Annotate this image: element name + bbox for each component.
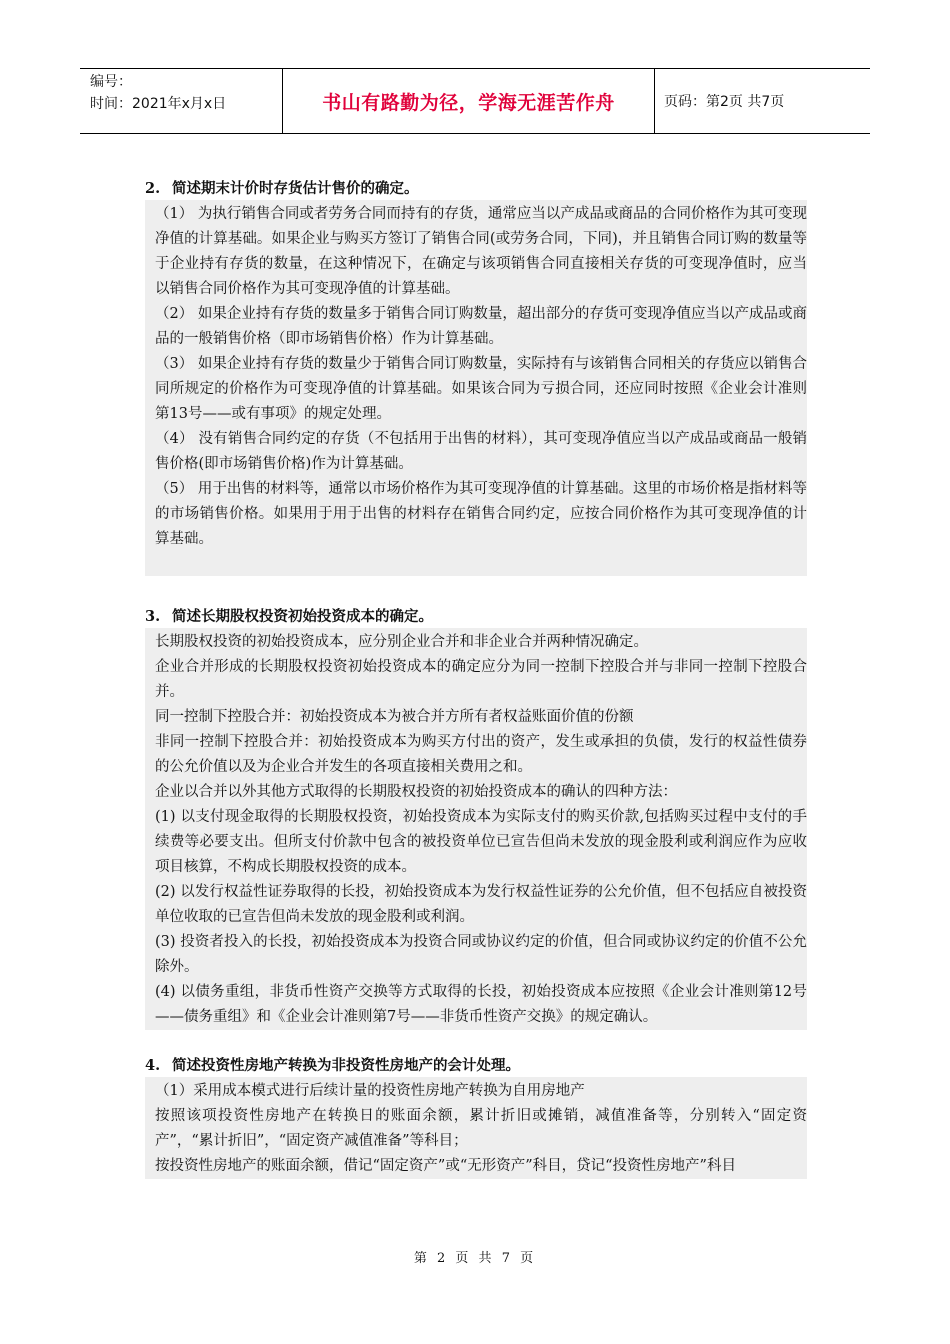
page-footer: 第 2 页 共 7 页 — [413, 1251, 537, 1266]
header-motto: 书山有路勤为径，学海无涯苦作舟 — [283, 69, 655, 133]
answer-paragraph: （3） 如果企业持有存货的数量少于销售合同订购数量，实际持有与该销售合同相关的存货应以销售合同所规定的价格作为可变现净值的计算基础。如果该合同为亏损合同，还应同时按照《企业会计准则第13号——或有事项》的规定处理。 — [155, 356, 807, 422]
section-2 — [145, 178, 807, 576]
section-number: 2. — [145, 180, 161, 197]
section-3 — [145, 606, 807, 1030]
answer-paragraph: 企业以合并以外其他方式取得的长期股权投资的初始投资成本的确认的四种方法： — [155, 784, 677, 800]
answer-paragraph: 按照该项投资性房地产在转换日的账面余额，累计折旧或摊销，减值准备等，分别转入“固定资产”，“累计折旧”，“固定资产减值准备”等科目； — [155, 1108, 807, 1149]
answer-paragraph: （1） 为执行销售合同或者劳务合同而持有的存货，通常应当以产成品或商品的合同价格作为其可变现净值的计算基础。如果企业与购买方签订了销售合同(或劳务合同，下同)，并且销售合同订购的数量等于企业持有存货的数量，在这种情况下，在确定与该项销售合同直接相关存货的可变现净值时，应当以销售合同价格作为其可变现净值的计算基础。 — [155, 206, 807, 297]
answer-paragraph: (1) 以支付现金取得的长期股权投资，初始投资成本为实际支付的购买价款,包括购买过程中支付的手续费等必要支出。但所支付价款中包含的被投资单位已宣告但尚未发放的现金股利或利润应作为应收项目核算，不构成长期股权投资的成本。 — [155, 809, 807, 875]
answer-block — [145, 628, 807, 1030]
section-title — [145, 178, 807, 200]
answer-paragraph: (4) 以债务重组，非货币性资产交换等方式取得的长投，初始投资成本应按照《企业会计准则第12号——债务重组》和《企业会计准则第7号——非货币性资产交换》的规定确认。 — [155, 984, 807, 1025]
answer-paragraph: （2） 如果企业持有存货的数量多于销售合同订购数量，超出部分的存货可变现净值应当以产成品或商品的一般销售价格（即市场销售价格）作为计算基础。 — [155, 306, 807, 347]
answer-block — [145, 200, 807, 576]
document-date-label: 时间：2021年x月x日 — [90, 96, 227, 112]
section-title-text: 简述投资性房地产转换为非投资性房地产的会计处理。 — [172, 1057, 520, 1074]
answer-paragraph: （5） 用于出售的材料等，通常以市场价格作为其可变现净值的计算基础。这里的市场价格是指材料等的市场销售价格。如果用于用于出售的材料存在销售合同约定，应按合同价格作为其可变现净值的计算基础。 — [155, 481, 807, 547]
answer-paragraph: 长期股权投资的初始投资成本，应分别企业合并和非企业合并两种情况确定。 — [155, 634, 648, 650]
answer-paragraph: 按投资性房地产的账面余额，借记“固定资产”或“无形资产”科目，贷记“投资性房地产”科目 — [155, 1158, 736, 1174]
answer-block — [145, 1077, 807, 1179]
section-title — [145, 606, 807, 628]
section-title-text: 简述长期股权投资初始投资成本的确定。 — [172, 608, 433, 625]
section-4 — [145, 1055, 807, 1179]
header-page-label: 页码：第2页 共7页 — [664, 94, 785, 110]
section-title — [145, 1055, 807, 1077]
answer-paragraph: (3) 投资者投入的长投，初始投资成本为投资合同或协议约定的价值，但合同或协议约定的价值不公允除外。 — [155, 934, 807, 975]
section-number: 4. — [145, 1057, 161, 1074]
answer-paragraph: 同一控制下控股合并：初始投资成本为被合并方所有者权益账面价值的份额 — [155, 709, 634, 725]
header-meta — [80, 69, 283, 133]
answer-paragraph: 非同一控制下控股合并：初始投资成本为购买方付出的资产，发生或承担的负债，发行的权益性债券的公允价值以及为企业合并发生的各项直接相关费用之和。 — [155, 734, 807, 775]
page-header — [80, 68, 870, 134]
document-body — [145, 178, 807, 1179]
answer-paragraph: (2) 以发行权益性证券取得的长投，初始投资成本为发行权益性证券的公允价值，但不包括应自被投资单位收取的已宣告但尚未发放的现金股利或利润。 — [155, 884, 807, 925]
section-title-text: 简述期末计价时存货估计售价的确定。 — [172, 180, 419, 197]
answer-paragraph: （1）采用成本模式进行后续计量的投资性房地产转换为自用房地产 — [155, 1083, 585, 1099]
document-number-label: 编号： — [90, 74, 132, 90]
section-number: 3. — [145, 608, 161, 625]
answer-paragraph: （4） 没有销售合同约定的存货（不包括用于出售的材料），其可变现净值应当以产成品或商品一般销售价格(即市场销售价格)作为计算基础。 — [155, 431, 807, 472]
answer-paragraph: 企业合并形成的长期股权投资初始投资成本的确定应分为同一控制下控股合并与非同一控制下控股合并。 — [155, 659, 807, 700]
